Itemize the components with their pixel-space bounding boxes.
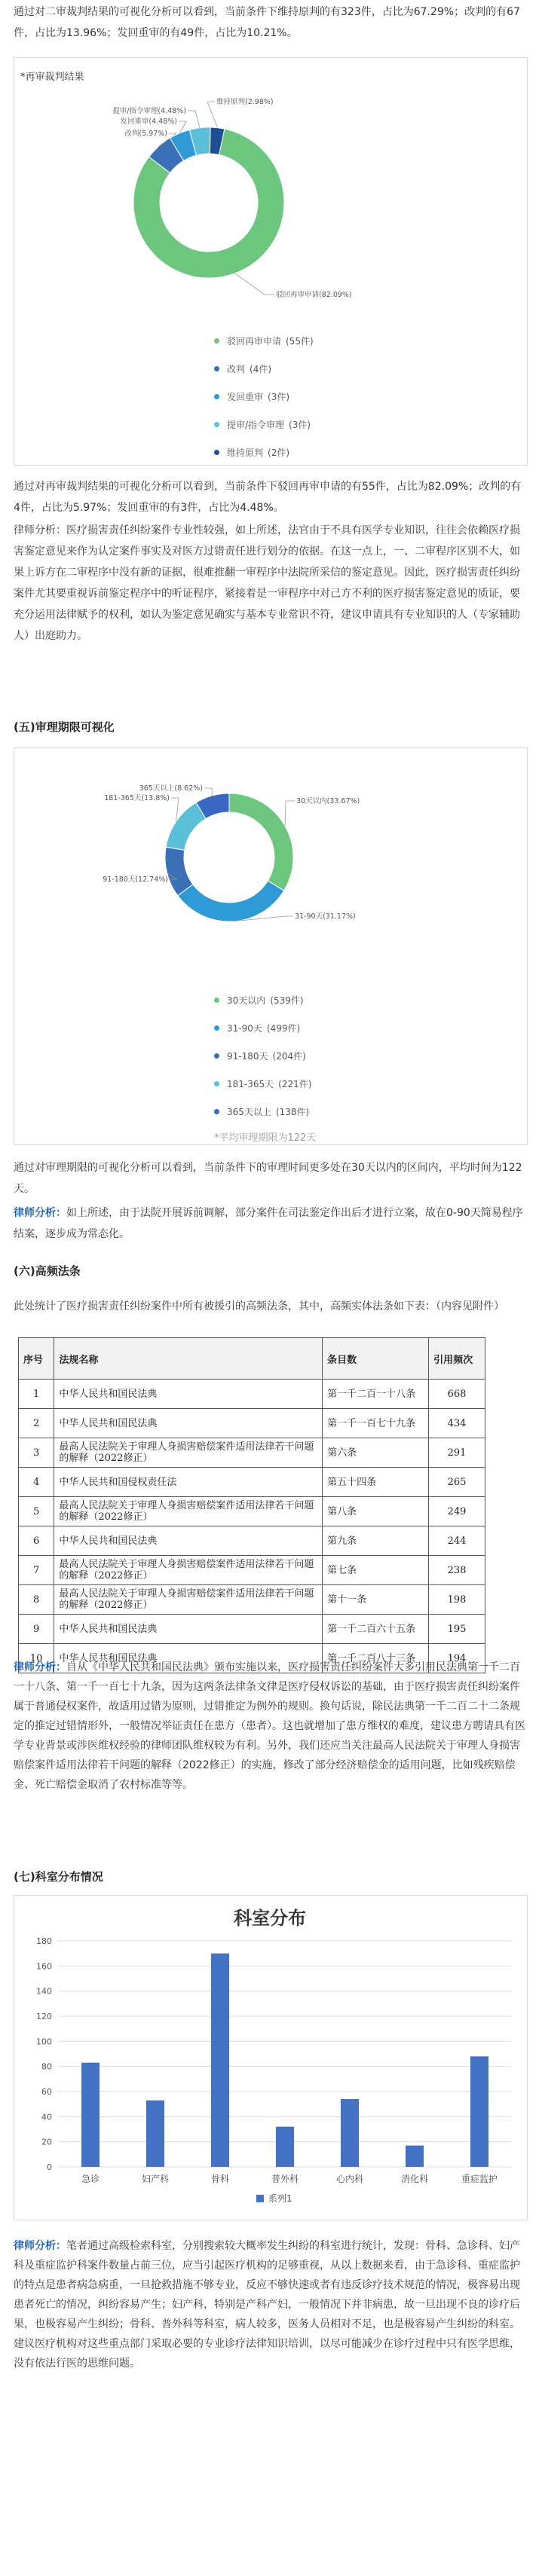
cell-name: 中华人民共和国民法典 xyxy=(54,1409,323,1438)
period-lawyer-label: 律师分析： xyxy=(14,1207,66,1219)
retrial-label-1: 改判(5.97%) xyxy=(124,130,167,138)
bar-重症监护 xyxy=(470,2056,488,2167)
dept-section-title: (七)科室分布情况 xyxy=(14,1870,103,1884)
period-legend-item-4 xyxy=(214,1098,311,1126)
retrial-legend-item-4 xyxy=(214,439,314,466)
period-legend-dot-0 xyxy=(214,998,219,1003)
period-legend-count-2: (204件) xyxy=(272,1051,306,1062)
table-row xyxy=(19,1497,485,1526)
cell-count: 249 xyxy=(429,1497,485,1526)
cell-name: 中华人民共和国侵权责任法 xyxy=(54,1468,323,1497)
bar-妇产科 xyxy=(146,2101,164,2167)
table-row xyxy=(19,1556,485,1585)
dept-chart-card xyxy=(14,1895,528,2220)
cell-count: 244 xyxy=(429,1526,485,1556)
bar-普外科 xyxy=(276,2127,294,2167)
avg-period-text: *平均审理期限为122天 xyxy=(214,1132,317,1144)
retrial-card xyxy=(14,57,528,466)
cell-article: 第十一条 xyxy=(323,1585,429,1615)
retrial-legend-label-2: 发回重审 xyxy=(227,392,264,402)
retrial-label-2: 发回重审(4.48%) xyxy=(120,118,177,126)
cell-article: 第八条 xyxy=(323,1497,429,1526)
cell-no: 8 xyxy=(19,1585,54,1615)
period-lawyer-text: 如上所述，由于法院开展诉前调解，部分案件在司法鉴定作出后才进行立案，故在0-90天简易程序结案，逐步成为常态化。 xyxy=(14,1207,523,1240)
period-label-0: 30天以内(33.67%) xyxy=(296,797,360,805)
y-tick-label: 20 xyxy=(41,2137,52,2147)
retrial-legend-dot-0 xyxy=(214,338,219,344)
x-tick-label: 妇产科 xyxy=(141,2174,170,2184)
cell-article: 第九条 xyxy=(323,1526,429,1556)
cell-count: 195 xyxy=(429,1615,485,1644)
period-section-title: (五)审理期限可视化 xyxy=(14,720,115,734)
x-tick-label: 心内科 xyxy=(335,2174,364,2184)
cell-count: 265 xyxy=(429,1468,485,1497)
retrial-legend-item-2 xyxy=(214,383,314,411)
retrial-label-3: 提审/指令审理(4.48%) xyxy=(112,107,186,115)
cell-count: 291 xyxy=(429,1438,485,1468)
cell-no: 3 xyxy=(19,1438,54,1468)
table-row xyxy=(19,1585,485,1615)
retrial-label-0: 驳回再审申请(82.09%) xyxy=(276,291,352,299)
table-row xyxy=(19,1438,485,1468)
cell-count: 668 xyxy=(429,1380,485,1409)
x-tick-label: 急诊 xyxy=(81,2174,100,2184)
retrial-legend-count-1: (4件) xyxy=(250,364,272,374)
cell-name: 最高人民法院关于审理人身损害赔偿案件适用法律若干问题的解释（2022修正） xyxy=(54,1556,323,1585)
y-tick-label: 140 xyxy=(36,1986,52,1997)
x-tick-label: 重症监护 xyxy=(461,2174,498,2184)
cell-article: 第五十四条 xyxy=(323,1468,429,1497)
cell-article: 第一千一百七十九条 xyxy=(323,1409,429,1438)
header-count: 引用频次 xyxy=(429,1338,485,1380)
retrial-legend-count-4: (2件) xyxy=(268,448,290,458)
retrial-leader-0 xyxy=(235,273,274,295)
period-legend-dot-3 xyxy=(214,1081,219,1086)
period-legend-count-3: (221件) xyxy=(278,1079,312,1089)
table-row xyxy=(19,1615,485,1644)
period-label-2: 91-180天(12.74%) xyxy=(103,875,168,884)
period-card xyxy=(14,747,528,1145)
retrial-legend-label-1: 改判 xyxy=(227,364,246,374)
table-row xyxy=(19,1380,485,1409)
retrial-legend-item-1 xyxy=(214,355,314,383)
retrial-legend-label-3: 提审/指令审理 xyxy=(227,420,285,430)
bar-骨科 xyxy=(211,1954,229,2167)
statute-lawyer xyxy=(14,1658,526,1795)
cell-no: 2 xyxy=(19,1409,54,1438)
period-legend-dot-1 xyxy=(214,1025,219,1031)
period-legend xyxy=(214,986,311,1126)
statute-section-title: (六)高频法条 xyxy=(14,1264,81,1278)
cell-name: 中华人民共和国民法典 xyxy=(54,1380,323,1409)
cell-count: 434 xyxy=(429,1409,485,1438)
bar-消化科 xyxy=(406,2146,424,2167)
y-tick-label: 0 xyxy=(47,2162,52,2172)
retrial-analysis: 通过对再审裁判结果的可视化分析可以看到，当前条件下驳回再审申请的有55件，占比为82.09%；改判的有4件，占比为5.97%；发回重审的有3件，占比为4.48%。 xyxy=(14,481,522,514)
retrial-legend-label-0: 驳回再审申请 xyxy=(227,336,282,347)
retrial-card-title: *再审裁判结果 xyxy=(20,72,84,83)
period-slice-3 xyxy=(166,802,206,850)
period-lawyer xyxy=(14,1202,526,1245)
header-name: 法规名称 xyxy=(54,1338,323,1380)
statute-table-header xyxy=(19,1338,485,1380)
period-legend-count-4: (138件) xyxy=(275,1107,310,1117)
period-legend-label-1: 31-90天 xyxy=(227,1023,262,1034)
y-tick-label: 80 xyxy=(41,2061,52,2072)
period-slice-1 xyxy=(178,881,284,921)
cell-no: 5 xyxy=(19,1497,54,1526)
y-tick-label: 180 xyxy=(36,1936,52,1946)
cell-no: 4 xyxy=(19,1468,54,1497)
retrial-pie-chart xyxy=(14,96,527,314)
x-tick-label: 消化科 xyxy=(400,2174,429,2184)
period-legend-dot-2 xyxy=(214,1053,219,1059)
period-label-1: 31-90天(31.17%) xyxy=(295,912,356,921)
statute-intro: 此处统计了医疗损害责任纠纷案件中所有被援引的高频法条，其中，高频实体法条如下表：（内容见附件） xyxy=(14,1300,504,1312)
period-legend-item-0 xyxy=(214,986,311,1014)
header-article: 条目数 xyxy=(323,1338,429,1380)
cell-article: 第一千二百六十五条 xyxy=(323,1615,429,1644)
period-label-4: 365天以上(8.62%) xyxy=(139,784,203,793)
period-pie-chart xyxy=(14,748,527,989)
period-legend-item-1 xyxy=(214,1014,311,1042)
dept-lawyer xyxy=(14,2236,526,2373)
cell-name: 中华人民共和国民法典 xyxy=(54,1644,323,1673)
period-legend-label-0: 30天以内 xyxy=(227,995,266,1006)
cell-no: 6 xyxy=(19,1526,54,1556)
table-row xyxy=(19,1526,485,1556)
period-legend-item-2 xyxy=(214,1042,311,1070)
cell-name: 中华人民共和国民法典 xyxy=(54,1526,323,1556)
x-tick-label: 普外科 xyxy=(271,2174,299,2184)
cell-article: 第六条 xyxy=(323,1438,429,1468)
cell-no: 10 xyxy=(19,1644,54,1673)
dept-lawyer-label: 律师分析： xyxy=(14,2240,66,2252)
cell-article: 第一千二百一十八条 xyxy=(323,1380,429,1409)
cell-article: 第七条 xyxy=(323,1556,429,1585)
y-tick-label: 40 xyxy=(41,2112,52,2122)
retrial-leader-3 xyxy=(188,111,200,128)
statute-lawyer-label: 律师分析： xyxy=(14,1661,66,1673)
retrial-label-4: 维持原判(2.98%) xyxy=(216,98,274,106)
cell-name: 最高人民法院关于审理人身损害赔偿案件适用法律若干问题的解释（2022修正） xyxy=(54,1438,323,1468)
cell-name: 最高人民法院关于审理人身损害赔偿案件适用法律若干问题的解释（2022修正） xyxy=(54,1585,323,1615)
retrial-lawyer-note: 律师分析：医疗损害责任纠纷案件专业性较强，如上所述，法官由于不具有医学专业知识，往往会依赖医疗损害鉴定意见来作为认定案件事实及对医方过错责任进行划分的依据。在这一点上，一、二审程序区别不大，如果上诉方在二审程序中没有新的证据，很难推翻一审程序中法院所采信的鉴定意见。因此，医疗损害责任纠纷案件尤其要重视诉前鉴定程序中的听证程序，紧接着是一审程序中对己方不利的医疗损害鉴定意见的质证，要充分运用法律赋予的权利，如认为鉴定意见确实与基本专业常识不符，建议申请具有专业知识的人（专家辅助人）出庭助力。 xyxy=(14,524,520,642)
period-legend-item-3 xyxy=(214,1070,311,1098)
retrial-legend-dot-4 xyxy=(214,450,219,455)
statute-lawyer-text: 自从《中华人民共和国民法典》颁布实施以来，医疗损害责任纠纷案件大多引用民法典第一千二百一十八条、第一千一百七十九条，因为这两条法律条文律是医疗侵权诉讼的基础，由于医疗损害责任纠纷案件属于普通侵权案件，故适用过错为原则，过错推定为例外的规则。换句话说，除民法典第一千二百二十二条规定的推定过错情形外，一般情况举证责任在患方（患者）。这也就增加了患方维权的难度，建议患方聘请具有医学专业背景或涉医维权经验的律师团队维权较为有利。另外，我们还应当关注最高人民法院关于审理人身损害赔偿案件适用法律若干问题的解释（2022修正）的实施，修改了部分经济赔偿金的适用问题，比如残疾赔偿金、死亡赔偿金取消了农村标准等等。 xyxy=(14,1661,525,1791)
retrial-legend xyxy=(214,327,314,466)
period-leader-4 xyxy=(204,788,212,796)
retrial-legend-item-0 xyxy=(214,327,314,355)
y-tick-label: 120 xyxy=(36,2012,52,2021)
cell-count: 198 xyxy=(429,1585,485,1615)
cell-article: 第一千二百八十三条 xyxy=(323,1644,429,1673)
legend-series-name: 系列1 xyxy=(268,2193,292,2204)
cell-no: 9 xyxy=(19,1615,54,1644)
cell-no: 1 xyxy=(19,1380,54,1409)
retrial-legend-dot-1 xyxy=(214,366,219,371)
header-no: 序号 xyxy=(19,1338,54,1380)
period-slice-0 xyxy=(229,793,293,891)
period-legend-count-0: (539件) xyxy=(270,995,304,1006)
y-tick-label: 100 xyxy=(36,2037,52,2047)
y-tick-label: 160 xyxy=(36,1961,52,1972)
dept-bar-chart xyxy=(14,1896,527,2220)
retrial-legend-dot-2 xyxy=(214,394,219,399)
legend-swatch xyxy=(256,2195,264,2202)
period-leader-0 xyxy=(285,801,295,826)
intro-paragraph: 通过对二审裁判结果的可视化分析可以看到，当前条件下维持原判的有323件，占比为67.29%；改判的有67件，占比为13.96%；发回重审的有49件，占比为10.21%。 xyxy=(14,6,520,39)
retrial-legend-count-0: (55件) xyxy=(286,336,314,347)
retrial-legend-item-3 xyxy=(214,411,314,439)
bar-心内科 xyxy=(341,2099,359,2167)
period-analysis: 通过对审理期限的可视化分析可以看到，当前条件下的审理时间更多处在30天以内的区间内，平均时间为122天。 xyxy=(14,1162,522,1195)
cell-name: 中华人民共和国民法典 xyxy=(54,1615,323,1644)
retrial-legend-count-2: (3件) xyxy=(268,392,290,402)
retrial-legend-label-4: 维持原判 xyxy=(227,448,264,458)
period-label-3: 181-365天(13.8%) xyxy=(104,794,170,802)
period-legend-dot-4 xyxy=(214,1109,219,1114)
cell-no: 7 xyxy=(19,1556,54,1585)
period-legend-label-4: 365天以上 xyxy=(227,1107,271,1117)
table-row xyxy=(19,1468,485,1497)
bar-chart-title: 科室分布 xyxy=(234,1908,306,1929)
retrial-legend-count-3: (3件) xyxy=(289,420,311,430)
cell-name: 最高人民法院关于审理人身损害赔偿案件适用法律若干问题的解释（2022修正） xyxy=(54,1497,323,1526)
bar-急诊 xyxy=(81,2063,100,2167)
period-leader-3 xyxy=(171,798,179,821)
cell-count: 238 xyxy=(429,1556,485,1585)
statute-table xyxy=(18,1337,485,1673)
y-tick-label: 60 xyxy=(41,2087,52,2097)
dept-lawyer-text: 笔者通过高级检索科室，分别搜索较大概率发生纠纷的科室进行统计，发现：骨科、急诊科、妇产科及重症监护科案件数量占前三位，应当引起医疗机构的足够重视，从以上数据来看，由于急诊科、重症监护的特点是患者病急病重，一旦抢救措施不够专业，反应不够快速或者有违反诊疗技术规范的情况，极容易出现患者死亡的情况，纠纷容易产生；妇产科，特别是产科产妇，一般情况下并非病患，故一旦出现不良的诊疗后果，也极容易产生纠纷；骨科、普外科等科室，病人较多，医务人员相对不足，也是极容易产生纠纷的科室。建议医疗机构对这些重点部门采取必要的专业诊疗法律知识培训，以尽可能减少在诊疗过程中只有医学思维，没有依法行医的思维问题。 xyxy=(14,2240,520,2370)
table-row xyxy=(19,1409,485,1438)
period-legend-label-3: 181-365天 xyxy=(227,1079,274,1089)
period-legend-count-1: (499件) xyxy=(266,1023,301,1034)
cell-count: 194 xyxy=(429,1644,485,1673)
period-legend-label-2: 91-180天 xyxy=(227,1051,268,1062)
retrial-legend-dot-3 xyxy=(214,422,219,427)
x-tick-label: 骨科 xyxy=(210,2174,230,2184)
